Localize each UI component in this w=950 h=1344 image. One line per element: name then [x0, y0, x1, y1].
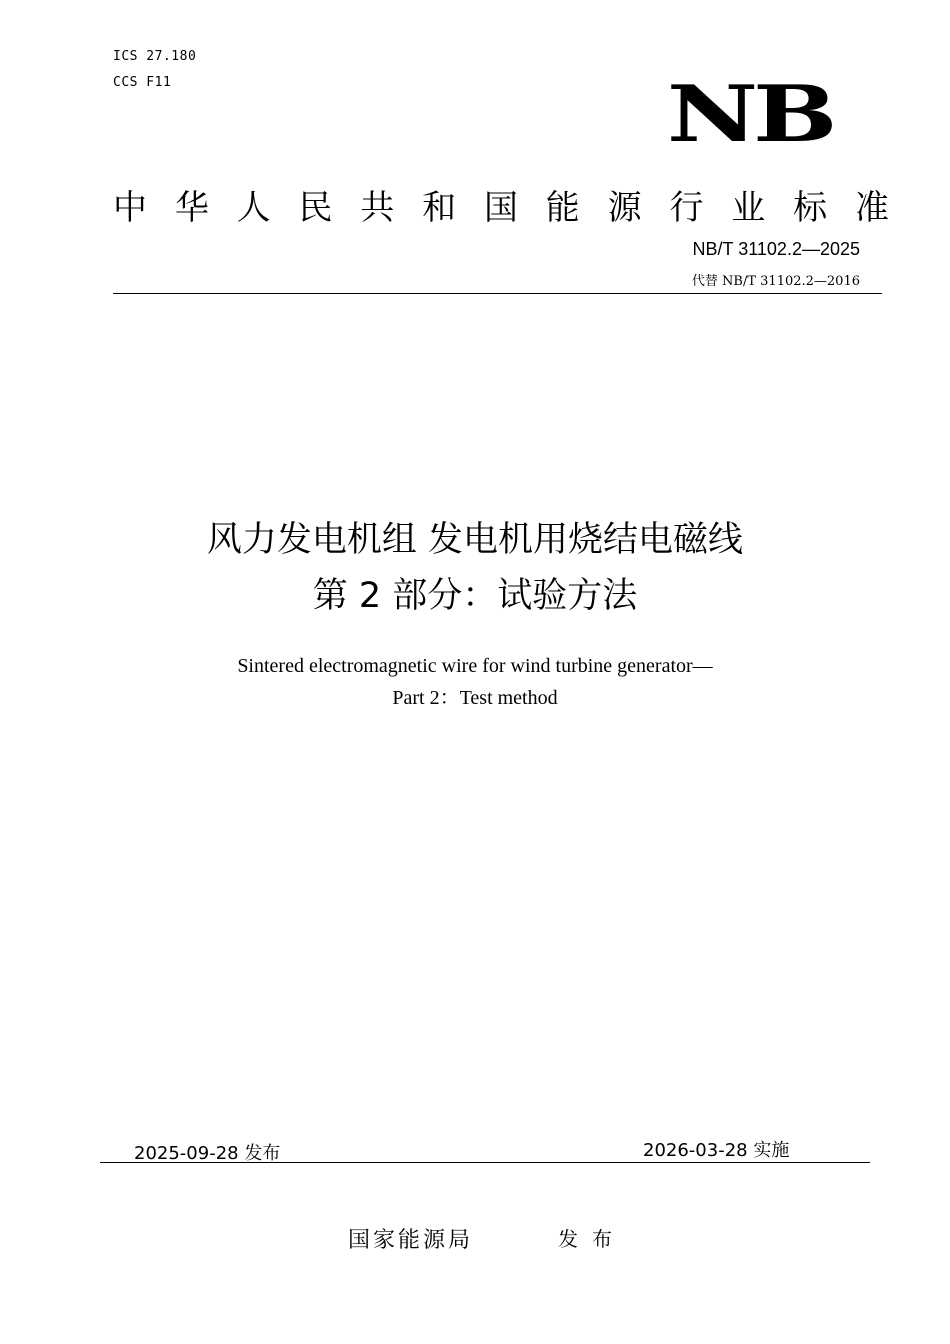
implementation-date: 2026-03-28 实施	[643, 1140, 790, 1161]
standard-type-char: 能	[545, 188, 580, 228]
standard-type-char: 华	[174, 188, 209, 228]
issue-date: 2025-09-28 发布	[134, 1143, 281, 1164]
standard-type-char: 准	[854, 188, 889, 228]
standard-type-char: 和	[422, 188, 457, 228]
footer-divider	[100, 1162, 870, 1163]
title-chinese-line-1: 风力发电机组 发电机用烧结电磁线	[206, 520, 744, 560]
title-english-line-2: Part 2：Test method	[392, 687, 558, 709]
standard-type-char: 标	[793, 188, 828, 228]
nb-logo: NB	[666, 69, 832, 160]
standard-type-char: 中	[113, 188, 147, 228]
standard-type-char: 国	[483, 188, 518, 228]
title-english-line-1: Sintered electromagnetic wire for wind turbine generator—	[237, 655, 713, 677]
standard-type-title	[113, 188, 889, 228]
replaced-standard: 代替 NB/T 31102.2—2016	[691, 274, 860, 289]
issuing-authority: 国家能源局	[348, 1228, 474, 1253]
ccs-code: CCS F11	[113, 75, 172, 90]
standard-number: NB/T 31102.2—2025	[692, 239, 860, 259]
standard-type-char: 业	[731, 188, 766, 228]
standard-type-char: 源	[607, 188, 642, 228]
header-divider	[113, 293, 882, 294]
ics-code: ICS 27.180	[113, 49, 197, 64]
title-chinese-line-2: 第 2 部分：试验方法	[312, 576, 638, 616]
standard-type-char: 民	[298, 188, 333, 228]
standard-type-char: 人	[236, 188, 271, 228]
publish-label: 发布	[558, 1227, 626, 1251]
standard-type-char: 共	[360, 188, 395, 228]
standard-type-char: 行	[669, 188, 704, 228]
